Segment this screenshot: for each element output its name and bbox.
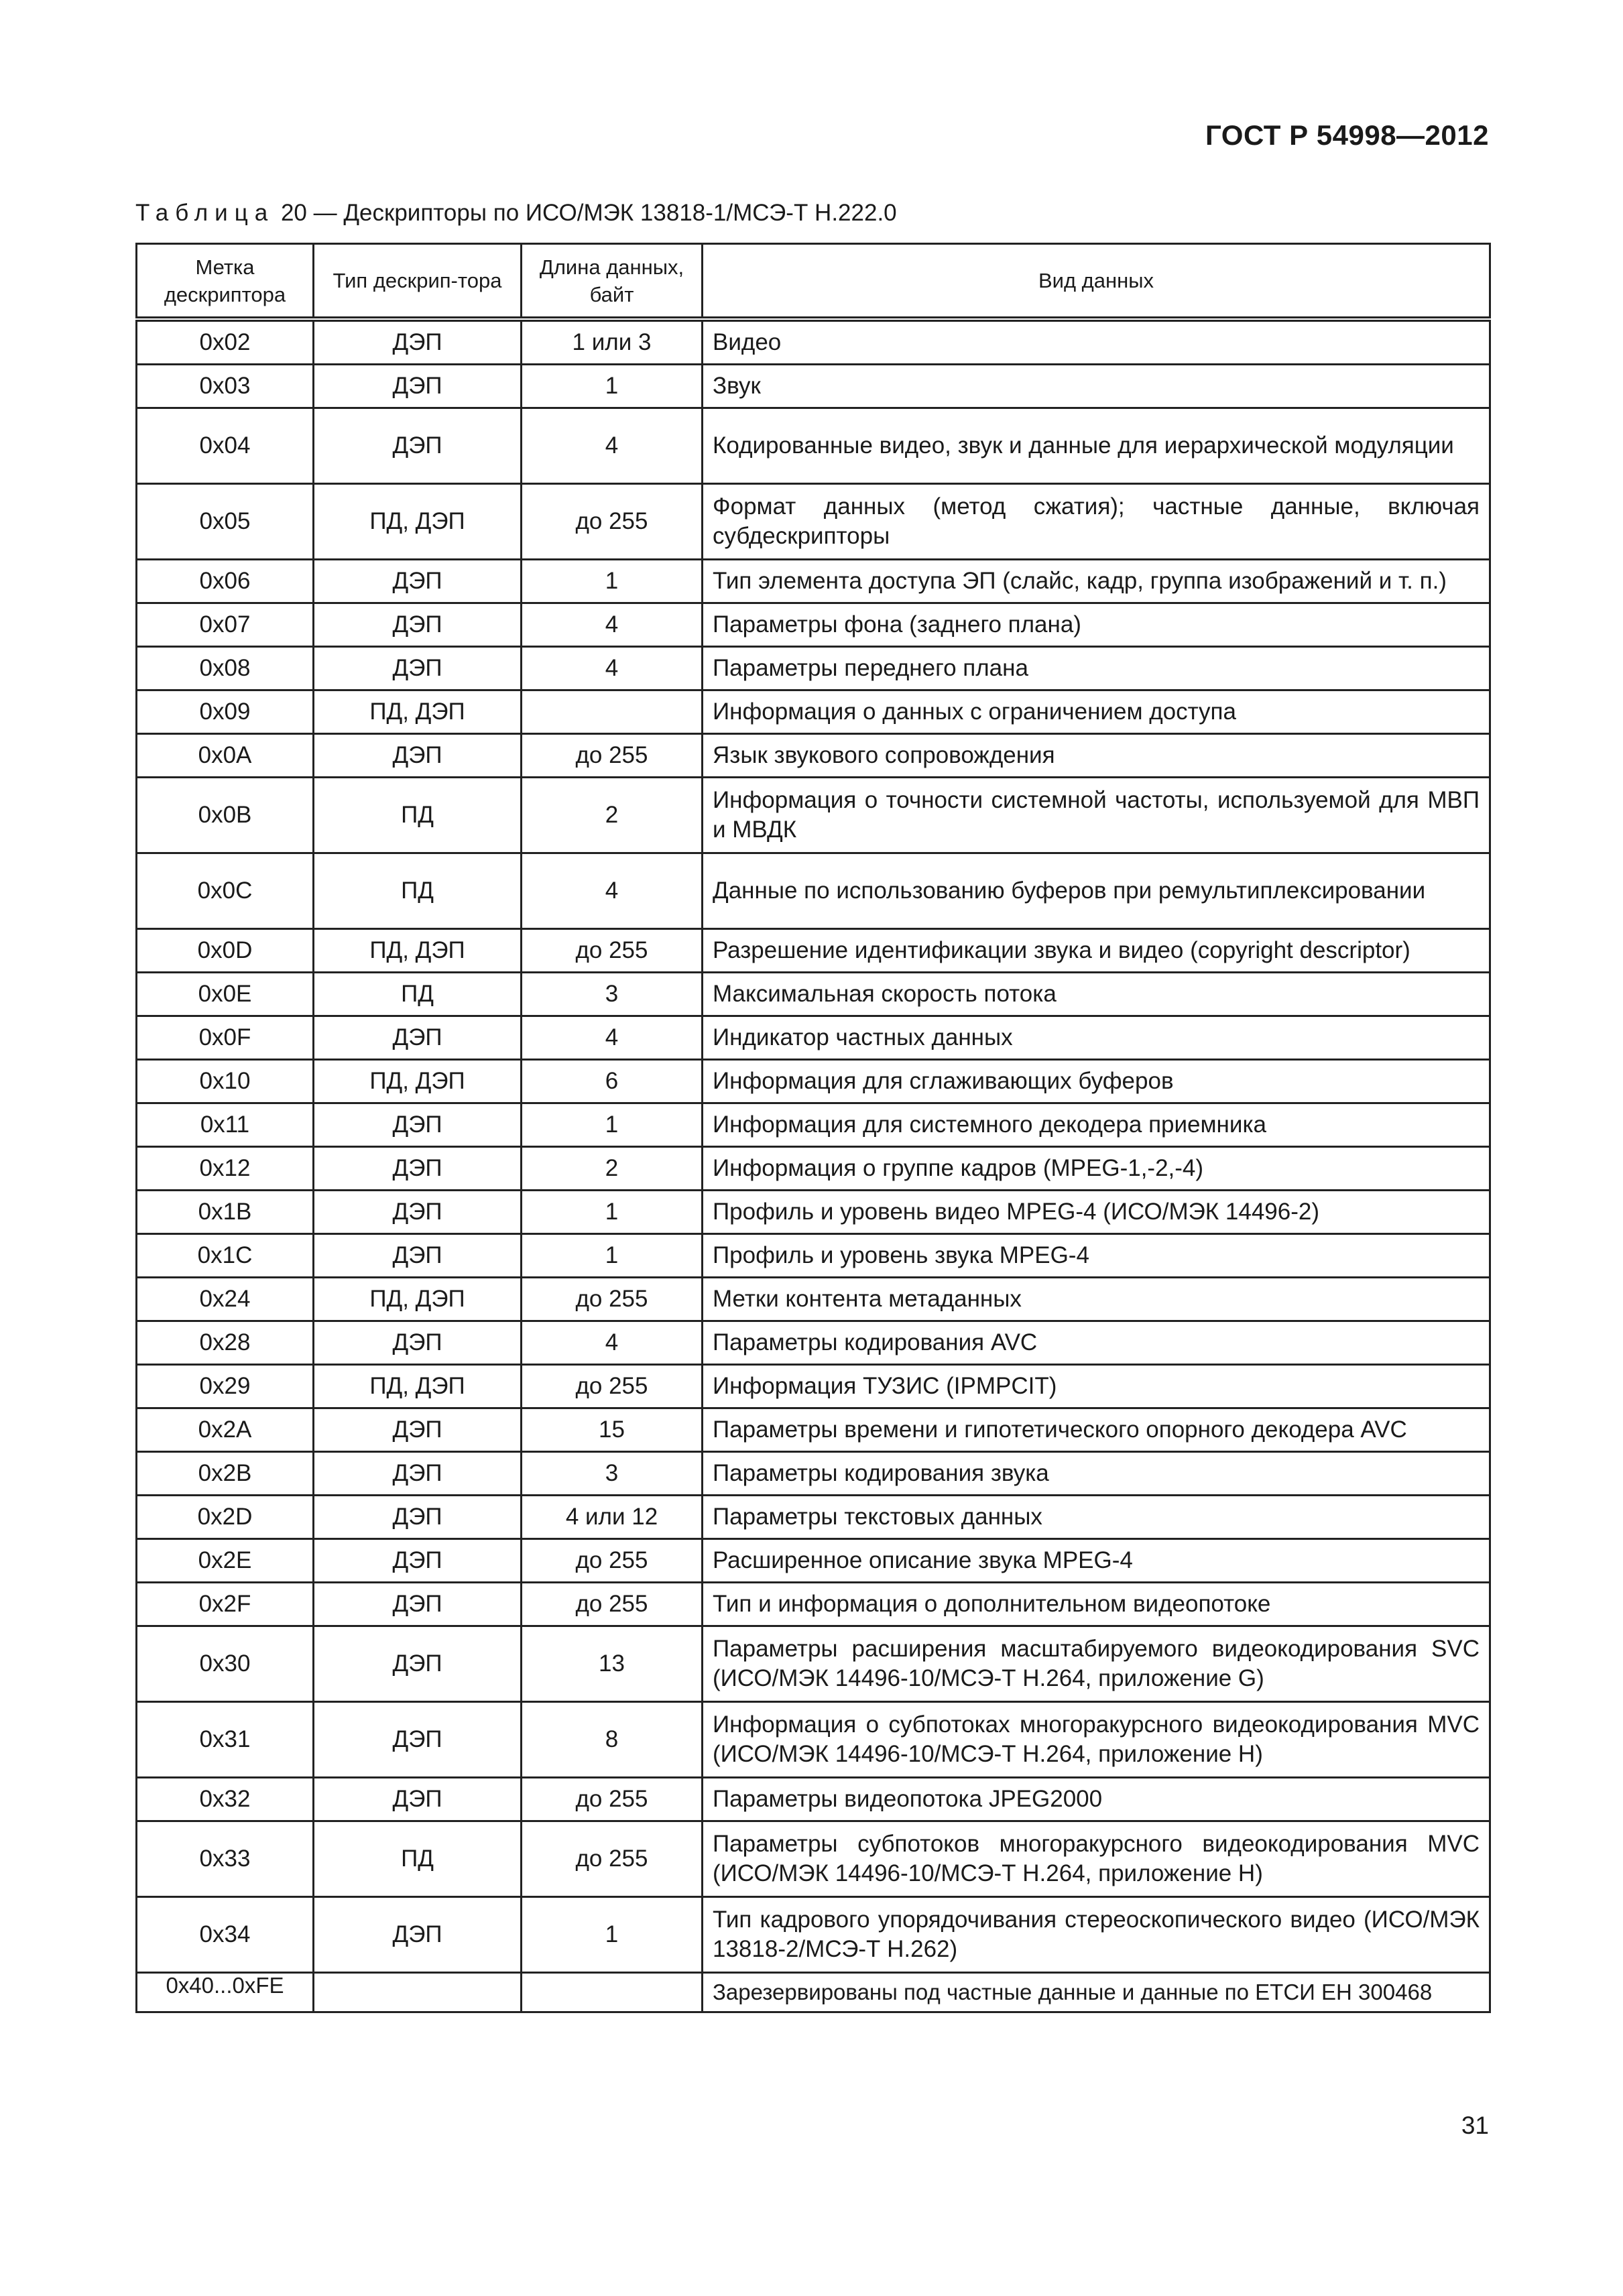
cell-tag: 0x02 xyxy=(137,319,314,365)
table-row xyxy=(137,1821,1490,1897)
cell-tag: 0x34 xyxy=(137,1897,314,1973)
cell-type: ДЭП xyxy=(314,1408,522,1452)
cell-length xyxy=(522,1973,703,2012)
cell-type: ДЭП xyxy=(314,408,522,484)
table-row xyxy=(137,647,1490,690)
table-row xyxy=(137,778,1490,853)
cell-tag: 0x30 xyxy=(137,1626,314,1702)
cell-length: 1 xyxy=(522,1234,703,1278)
cell-length: 4 xyxy=(522,408,703,484)
table-row xyxy=(137,603,1490,647)
cell-tag: 0x0E xyxy=(137,973,314,1016)
cell-tag: 0x10 xyxy=(137,1060,314,1103)
cell-data: Информация для системного декодера приемника xyxy=(703,1103,1490,1147)
table-caption-text: 20 — Дескрипторы по ИСО/МЭК 13818-1/МСЭ-Т H.222.0 xyxy=(280,200,897,226)
cell-length: 8 xyxy=(522,1702,703,1778)
cell-type: ДЭП xyxy=(314,1452,522,1496)
table-row xyxy=(137,1234,1490,1278)
cell-length: до 255 xyxy=(522,1778,703,1821)
table-header-row xyxy=(137,244,1490,320)
cell-length: 1 xyxy=(522,1103,703,1147)
cell-data: Язык звукового сопровождения xyxy=(703,734,1490,778)
cell-type: ДЭП xyxy=(314,1321,522,1365)
cell-data: Профиль и уровень видео MPEG-4 (ИСО/МЭК 14496-2) xyxy=(703,1191,1490,1234)
cell-type: ДЭП xyxy=(314,734,522,778)
table-row xyxy=(137,853,1490,929)
cell-type: ДЭП xyxy=(314,1626,522,1702)
cell-data: Параметры кодирования звука xyxy=(703,1452,1490,1496)
cell-length: 2 xyxy=(522,1147,703,1191)
cell-data: Кодированные видео, звук и данные для иерархической модуляции xyxy=(703,408,1490,484)
table-row xyxy=(137,1778,1490,1821)
table-row xyxy=(137,484,1490,560)
cell-length: 2 xyxy=(522,778,703,853)
cell-data: Тип и информация о дополнительном видеопотоке xyxy=(703,1583,1490,1626)
cell-length: 6 xyxy=(522,1060,703,1103)
cell-tag: 0x40...0xFE xyxy=(137,1973,314,2012)
cell-data: Параметры текстовых данных xyxy=(703,1496,1490,1539)
table-row xyxy=(137,1408,1490,1452)
cell-data: Параметры фона (заднего плана) xyxy=(703,603,1490,647)
table-row xyxy=(137,690,1490,734)
cell-length: до 255 xyxy=(522,1539,703,1583)
cell-length: до 255 xyxy=(522,1821,703,1897)
cell-data: Параметры времени и гипотетического опорного декодера AVC xyxy=(703,1408,1490,1452)
cell-length: до 255 xyxy=(522,1365,703,1408)
cell-length: 15 xyxy=(522,1408,703,1452)
table-row xyxy=(137,1321,1490,1365)
cell-tag: 0x1B xyxy=(137,1191,314,1234)
cell-type xyxy=(314,1973,522,2012)
cell-type: ДЭП xyxy=(314,1897,522,1973)
cell-length: 1 xyxy=(522,560,703,603)
table-row xyxy=(137,1897,1490,1973)
cell-type: ПД xyxy=(314,973,522,1016)
table-caption xyxy=(135,200,897,227)
cell-length: до 255 xyxy=(522,484,703,560)
cell-tag: 0x29 xyxy=(137,1365,314,1408)
column-header-tag: Метка дескриптора xyxy=(137,244,314,320)
cell-data: Информация о точности системной частоты, используемой для МВП и МВДК xyxy=(703,778,1490,853)
cell-length: 1 или 3 xyxy=(522,319,703,365)
cell-data: Разрешение идентификации звука и видео (copyright descriptor) xyxy=(703,929,1490,973)
cell-data: Зарезервированы под частные данные и данные по ЕТСИ ЕН 300468 xyxy=(703,1973,1490,2012)
cell-length: 1 xyxy=(522,1897,703,1973)
cell-tag: 0x28 xyxy=(137,1321,314,1365)
cell-data: Максимальная скорость потока xyxy=(703,973,1490,1016)
cell-length: 3 xyxy=(522,973,703,1016)
cell-tag: 0x11 xyxy=(137,1103,314,1147)
table-row xyxy=(137,1973,1490,2012)
cell-tag: 0x31 xyxy=(137,1702,314,1778)
cell-data: Параметры расширения масштабируемого видеокодирования SVC (ИСО/МЭК 14496-10/МСЭ-Т H.264, приложение G) xyxy=(703,1626,1490,1702)
cell-data: Тип кадрового упорядочивания стереоскопического видео (ИСО/МЭК 13818-2/МСЭ-Т H.262) xyxy=(703,1897,1490,1973)
table-row xyxy=(137,929,1490,973)
cell-type: ДЭП xyxy=(314,1583,522,1626)
cell-tag: 0x2D xyxy=(137,1496,314,1539)
cell-data: Информация о данных с ограничением доступа xyxy=(703,690,1490,734)
page-number: 31 xyxy=(1461,2112,1489,2139)
table-row xyxy=(137,1365,1490,1408)
standard-designation: ГОСТ Р 54998—2012 xyxy=(1205,119,1489,151)
table-row xyxy=(137,1626,1490,1702)
cell-data: Параметры кодирования AVC xyxy=(703,1321,1490,1365)
cell-data: Информация ТУЗИС (IPMPCIT) xyxy=(703,1365,1490,1408)
cell-data: Информация о группе кадров (MPEG-1,-2,-4) xyxy=(703,1147,1490,1191)
cell-type: ДЭП xyxy=(314,1539,522,1583)
cell-length: 1 xyxy=(522,1191,703,1234)
cell-data: Данные по использованию буферов при ремультиплексировании xyxy=(703,853,1490,929)
table-row xyxy=(137,1539,1490,1583)
cell-tag: 0x05 xyxy=(137,484,314,560)
cell-type: ДЭП xyxy=(314,1016,522,1060)
cell-tag: 0x08 xyxy=(137,647,314,690)
cell-type: ДЭП xyxy=(314,1103,522,1147)
cell-type: ПД, ДЭП xyxy=(314,1365,522,1408)
cell-length: до 255 xyxy=(522,734,703,778)
table-row xyxy=(137,1452,1490,1496)
cell-type: ДЭП xyxy=(314,1147,522,1191)
cell-data: Тип элемента доступа ЭП (слайс, кадр, группа изображений и т. п.) xyxy=(703,560,1490,603)
cell-tag: 0x2F xyxy=(137,1583,314,1626)
cell-length: до 255 xyxy=(522,1278,703,1321)
table-row xyxy=(137,1191,1490,1234)
cell-tag: 0x07 xyxy=(137,603,314,647)
cell-tag: 0x0A xyxy=(137,734,314,778)
cell-length: 3 xyxy=(522,1452,703,1496)
cell-type: ПД, ДЭП xyxy=(314,690,522,734)
table-caption-label: Таблица xyxy=(135,200,275,226)
column-header-length: Длина данных, байт xyxy=(522,244,703,320)
cell-data: Формат данных (метод сжатия); частные данные, включая субдескрипторы xyxy=(703,484,1490,560)
cell-length: 4 xyxy=(522,1321,703,1365)
cell-length: 4 или 12 xyxy=(522,1496,703,1539)
cell-length: 1 xyxy=(522,365,703,408)
cell-tag: 0x24 xyxy=(137,1278,314,1321)
cell-tag: 0x04 xyxy=(137,408,314,484)
cell-length xyxy=(522,690,703,734)
cell-type: ПД, ДЭП xyxy=(314,1278,522,1321)
table-row xyxy=(137,1583,1490,1626)
table-row xyxy=(137,734,1490,778)
table-row xyxy=(137,1016,1490,1060)
cell-length: до 255 xyxy=(522,1583,703,1626)
cell-type: ДЭП xyxy=(314,647,522,690)
cell-data: Информация для сглаживающих буферов xyxy=(703,1060,1490,1103)
table-row xyxy=(137,973,1490,1016)
cell-length: 4 xyxy=(522,853,703,929)
descriptors-table xyxy=(135,243,1491,2013)
cell-data: Расширенное описание звука MPEG-4 xyxy=(703,1539,1490,1583)
cell-tag: 0x09 xyxy=(137,690,314,734)
cell-length: 4 xyxy=(522,603,703,647)
cell-length: 13 xyxy=(522,1626,703,1702)
cell-tag: 0x33 xyxy=(137,1821,314,1897)
table-row xyxy=(137,560,1490,603)
table-row xyxy=(137,1103,1490,1147)
cell-tag: 0x0B xyxy=(137,778,314,853)
cell-data: Профиль и уровень звука MPEG-4 xyxy=(703,1234,1490,1278)
cell-tag: 0x2B xyxy=(137,1452,314,1496)
cell-tag: 0x0F xyxy=(137,1016,314,1060)
cell-type: ПД, ДЭП xyxy=(314,929,522,973)
cell-type: ДЭП xyxy=(314,560,522,603)
cell-length: до 255 xyxy=(522,929,703,973)
cell-type: ПД, ДЭП xyxy=(314,484,522,560)
cell-type: ДЭП xyxy=(314,603,522,647)
cell-length: 4 xyxy=(522,1016,703,1060)
cell-data: Информация о субпотоках многоракурсного видеокодирования MVC (ИСО/МЭК 14496-10/МСЭ-Т H.264, приложение H) xyxy=(703,1702,1490,1778)
cell-length: 4 xyxy=(522,647,703,690)
cell-type: ДЭП xyxy=(314,365,522,408)
cell-tag: 0x32 xyxy=(137,1778,314,1821)
cell-type: ДЭП xyxy=(314,1702,522,1778)
cell-data: Индикатор частных данных xyxy=(703,1016,1490,1060)
cell-tag: 0x06 xyxy=(137,560,314,603)
cell-type: ПД xyxy=(314,1821,522,1897)
table-row xyxy=(137,1496,1490,1539)
cell-tag: 0x1C xyxy=(137,1234,314,1278)
cell-tag: 0x03 xyxy=(137,365,314,408)
cell-data: Параметры субпотоков многоракурсного видеокодирования MVC (ИСО/МЭК 14496-10/МСЭ-Т H.264, приложение H) xyxy=(703,1821,1490,1897)
cell-tag: 0x2E xyxy=(137,1539,314,1583)
table-row xyxy=(137,365,1490,408)
cell-type: ПД xyxy=(314,778,522,853)
column-header-data: Вид данных xyxy=(703,244,1490,320)
cell-type: ДЭП xyxy=(314,1191,522,1234)
cell-data: Параметры переднего плана xyxy=(703,647,1490,690)
cell-type: ДЭП xyxy=(314,319,522,365)
cell-type: ДЭП xyxy=(314,1778,522,1821)
cell-tag: 0x0C xyxy=(137,853,314,929)
table-row xyxy=(137,1147,1490,1191)
cell-type: ПД, ДЭП xyxy=(314,1060,522,1103)
cell-data: Метки контента метаданных xyxy=(703,1278,1490,1321)
cell-type: ДЭП xyxy=(314,1496,522,1539)
column-header-type: Тип дескрип-тора xyxy=(314,244,522,320)
cell-data: Параметры видеопотока JPEG2000 xyxy=(703,1778,1490,1821)
cell-type: ПД xyxy=(314,853,522,929)
cell-tag: 0x0D xyxy=(137,929,314,973)
table-row xyxy=(137,1278,1490,1321)
cell-tag: 0x12 xyxy=(137,1147,314,1191)
cell-tag: 0x2A xyxy=(137,1408,314,1452)
cell-type: ДЭП xyxy=(314,1234,522,1278)
table-row xyxy=(137,319,1490,365)
table-row xyxy=(137,1702,1490,1778)
table-row xyxy=(137,1060,1490,1103)
cell-data: Звук xyxy=(703,365,1490,408)
table-row xyxy=(137,408,1490,484)
cell-data: Видео xyxy=(703,319,1490,365)
table-body xyxy=(137,319,1490,2012)
